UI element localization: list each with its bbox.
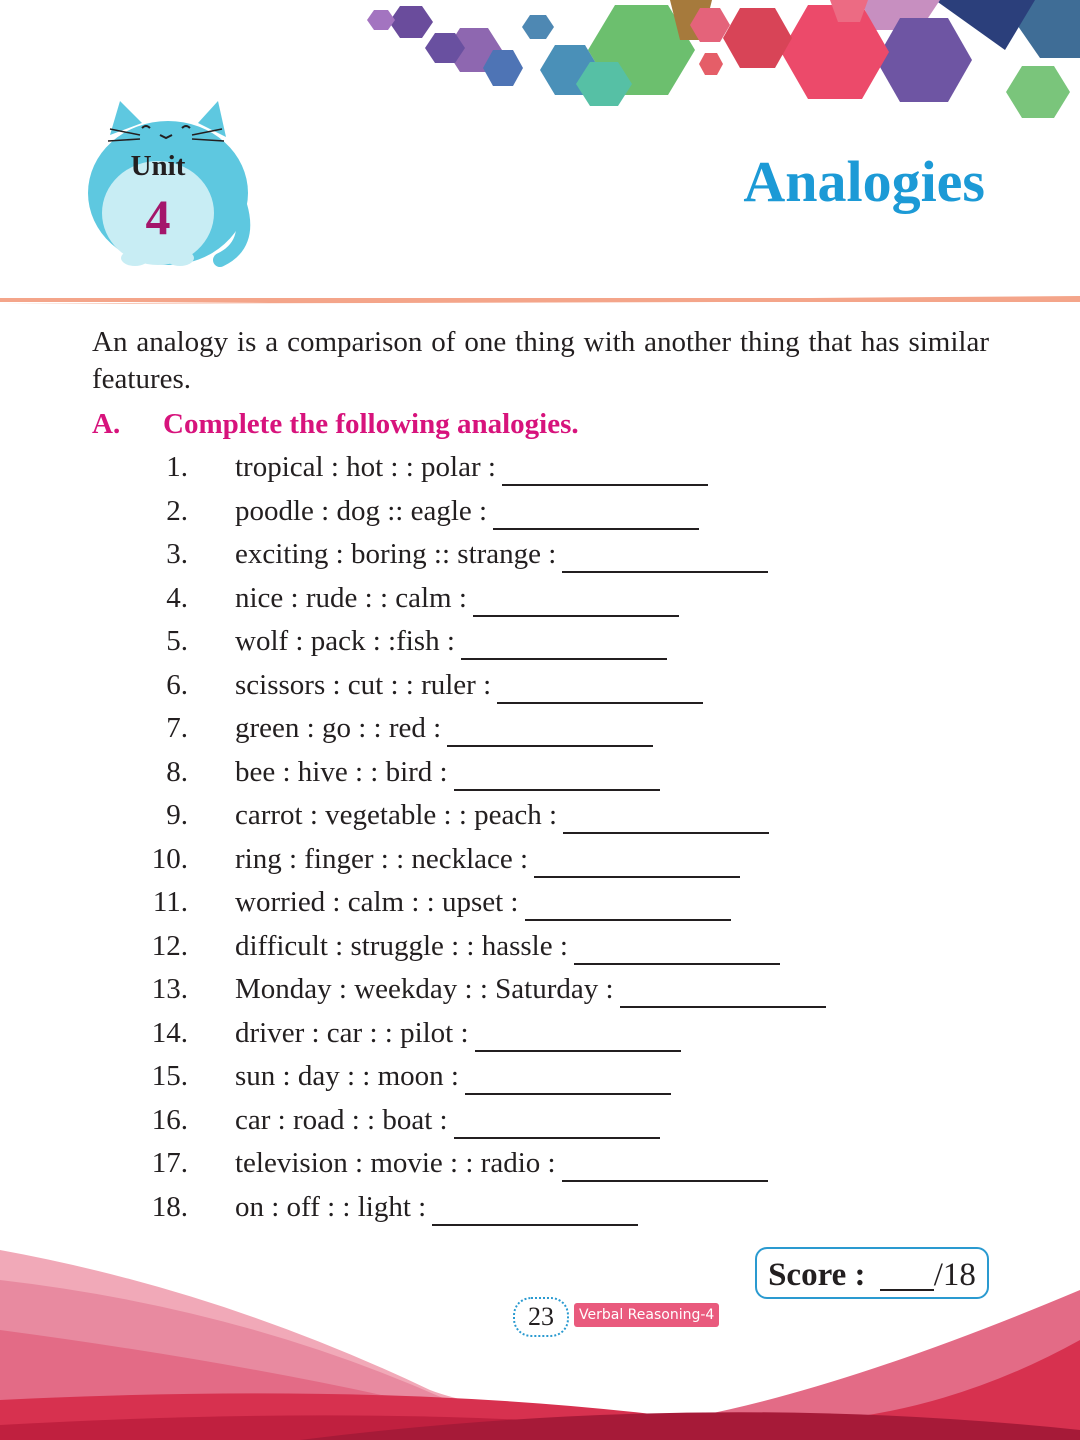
analogy-item [140, 664, 826, 708]
answer-blank[interactable] [461, 658, 667, 660]
unit-number: 4 [145, 189, 171, 245]
analogy-item [140, 838, 826, 882]
item-text: bee : hive : : bird : [235, 755, 448, 788]
score-total: /18 [933, 1257, 976, 1293]
analogy-item [140, 577, 826, 621]
analogy-item [140, 490, 826, 534]
analogy-item [140, 533, 826, 577]
analogy-item [140, 1055, 826, 1099]
section-instruction: Complete the following analogies. [163, 408, 579, 440]
book-label: Verbal Reasoning-4 [574, 1303, 719, 1327]
item-text: tropical : hot : : polar : [235, 451, 496, 483]
unit-label: Unit [130, 150, 186, 182]
item-number: 2. [166, 494, 188, 527]
item-number: 4. [166, 581, 188, 614]
item-text: television : movie : : radio : [235, 1147, 556, 1179]
analogy-item [140, 751, 826, 795]
analogy-item [140, 925, 826, 969]
item-number: 6. [166, 668, 188, 701]
answer-blank[interactable] [493, 528, 699, 530]
analogy-item [140, 1186, 826, 1230]
item-number: 11. [152, 886, 188, 918]
score-label: Score : [768, 1257, 866, 1293]
answer-blank[interactable] [432, 1224, 638, 1226]
answer-blank[interactable] [475, 1050, 681, 1052]
item-text: driver : car : : pilot : [235, 1016, 469, 1049]
item-text: exciting : boring :: strange : [235, 538, 557, 570]
item-text: worried : calm : : upset : [235, 886, 519, 918]
section-heading [92, 404, 579, 444]
answer-blank[interactable] [525, 919, 731, 921]
item-text: difficult : struggle : : hassle : [235, 929, 568, 962]
analogy-item [140, 794, 826, 838]
analogy-item [140, 707, 826, 751]
analogy-item [140, 1099, 826, 1143]
item-number: 1. [166, 451, 188, 483]
item-text: poodle : dog :: eagle : [235, 494, 488, 527]
item-text: green : go : : red : [235, 712, 442, 744]
answer-blank[interactable] [454, 789, 660, 791]
answer-blank[interactable] [454, 1137, 660, 1139]
item-text: car : road : : boat : [235, 1103, 448, 1136]
section-letter: A. [92, 408, 121, 440]
analogy-item [140, 1142, 826, 1186]
item-number: 10. [151, 842, 188, 875]
item-text: wolf : pack : :fish : [235, 625, 455, 657]
answer-blank[interactable] [465, 1093, 671, 1095]
item-number: 13. [151, 973, 188, 1005]
answer-blank[interactable] [563, 832, 769, 834]
item-number: 15. [151, 1060, 188, 1092]
item-number: 9. [166, 799, 188, 831]
item-number: 16. [151, 1103, 188, 1136]
footer-waves [0, 1250, 1080, 1440]
answer-blank[interactable] [534, 876, 740, 878]
item-number: 7. [166, 712, 188, 744]
item-number: 17. [151, 1147, 188, 1179]
answer-blank[interactable] [562, 571, 768, 573]
intro-paragraph: An analogy is a comparison of one thing with another thing that has similar features. [92, 326, 989, 395]
item-number: 5. [166, 625, 188, 657]
item-text: nice : rude : : calm : [235, 581, 467, 614]
item-text: carrot : vegetable : : peach : [235, 799, 558, 831]
answer-blank[interactable] [502, 484, 708, 486]
analogy-item [140, 620, 826, 664]
answer-blank[interactable] [473, 615, 679, 617]
page-number: 23 [513, 1297, 569, 1337]
item-number: 14. [151, 1016, 188, 1049]
answer-blank[interactable] [447, 745, 653, 747]
answer-blank[interactable] [574, 963, 780, 965]
answer-blank[interactable] [562, 1180, 768, 1182]
page-title: Analogies [743, 149, 985, 214]
item-text: Monday : weekday : : Saturday : [235, 973, 614, 1005]
item-number: 12. [151, 929, 188, 962]
answer-blank[interactable] [620, 1006, 826, 1008]
title-divider [0, 296, 1080, 304]
item-text: on : off : : light : [235, 1190, 427, 1223]
answer-blank[interactable] [497, 702, 703, 704]
item-number: 18. [151, 1190, 188, 1223]
analogy-item [140, 446, 826, 490]
cat-mascot-icon [80, 95, 255, 275]
item-text: ring : finger : : necklace : [235, 842, 529, 875]
item-text: scissors : cut : : ruler : [235, 668, 492, 701]
analogy-list [140, 446, 826, 1229]
analogy-item [140, 1012, 826, 1056]
analogy-item [140, 968, 826, 1012]
item-text: sun : day : : moon : [235, 1060, 459, 1092]
item-number: 3. [166, 538, 188, 570]
analogy-item [140, 881, 826, 925]
item-number: 8. [166, 755, 188, 788]
